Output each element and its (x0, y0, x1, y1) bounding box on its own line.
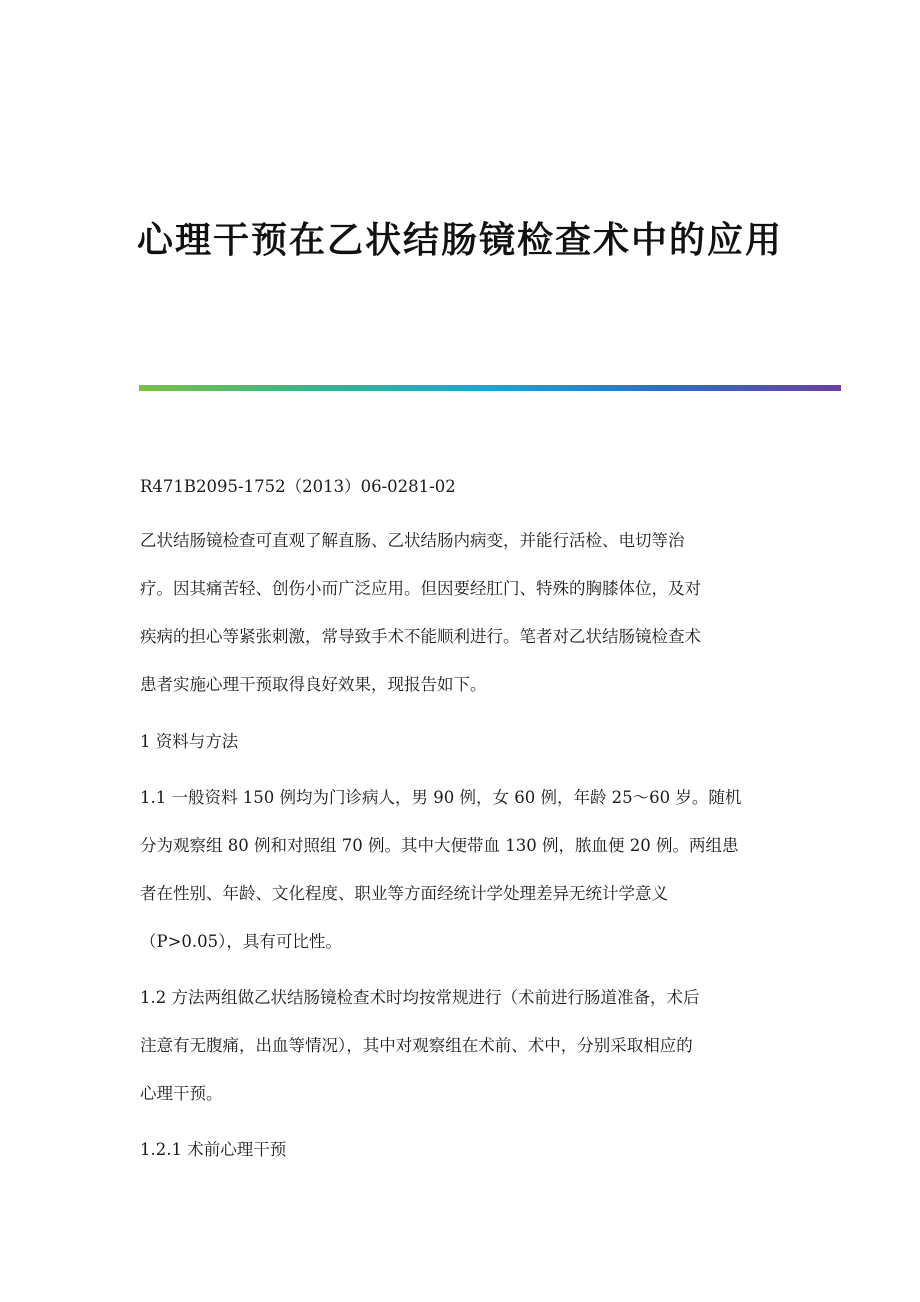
section-1-1-line: （P>0.05），具有可比性。 (140, 932, 342, 951)
intro-line: 疗。因其痛苦轻、创伤小而广泛应用。但因要经肛门、特殊的胸膝体位，及对 (140, 579, 701, 598)
section-1-2-line: 1.2 方法两组做乙状结肠镜检查术时均按常规进行（术前进行肠道准备，术后 (140, 988, 700, 1007)
section-1-1-line: 者在性别、年龄、文化程度、职业等方面经统计学处理差异无统计学意义 (140, 884, 668, 903)
section-1-1-line: 分为观察组 80 例和对照组 70 例。其中大便带血 130 例，脓血便 20 例。两组患 (140, 836, 739, 855)
section-heading: 1 资料与方法 (140, 732, 239, 751)
title-divider (139, 385, 841, 391)
section-1-1-line: 1.1 一般资料 150 例均为门诊病人，男 90 例，女 60 例，年龄 25～60 岁。随机 (140, 788, 742, 807)
section-1-2-line: 注意有无腹痛，出血等情况），其中对观察组在术前、术中，分别采取相应的 (140, 1036, 693, 1055)
intro-line: 乙状结肠镜检查可直观了解直肠、乙状结肠内病变，并能行活检、电切等治 (140, 531, 685, 550)
document-title: 心理干预在乙状结肠镜检查术中的应用 (136, 220, 783, 261)
subsection-heading: 1.2.1 术前心理干预 (140, 1140, 287, 1159)
intro-line: 患者实施心理干预取得良好效果，现报告如下。 (140, 675, 487, 694)
intro-line: 疾病的担心等紧张刺激，常导致手术不能顺利进行。笔者对乙状结肠镜检查术 (140, 627, 701, 646)
classification-code: R471B2095-1752（2013）06-0281-02 (140, 477, 456, 496)
section-1-2-line: 心理干预。 (140, 1084, 223, 1103)
